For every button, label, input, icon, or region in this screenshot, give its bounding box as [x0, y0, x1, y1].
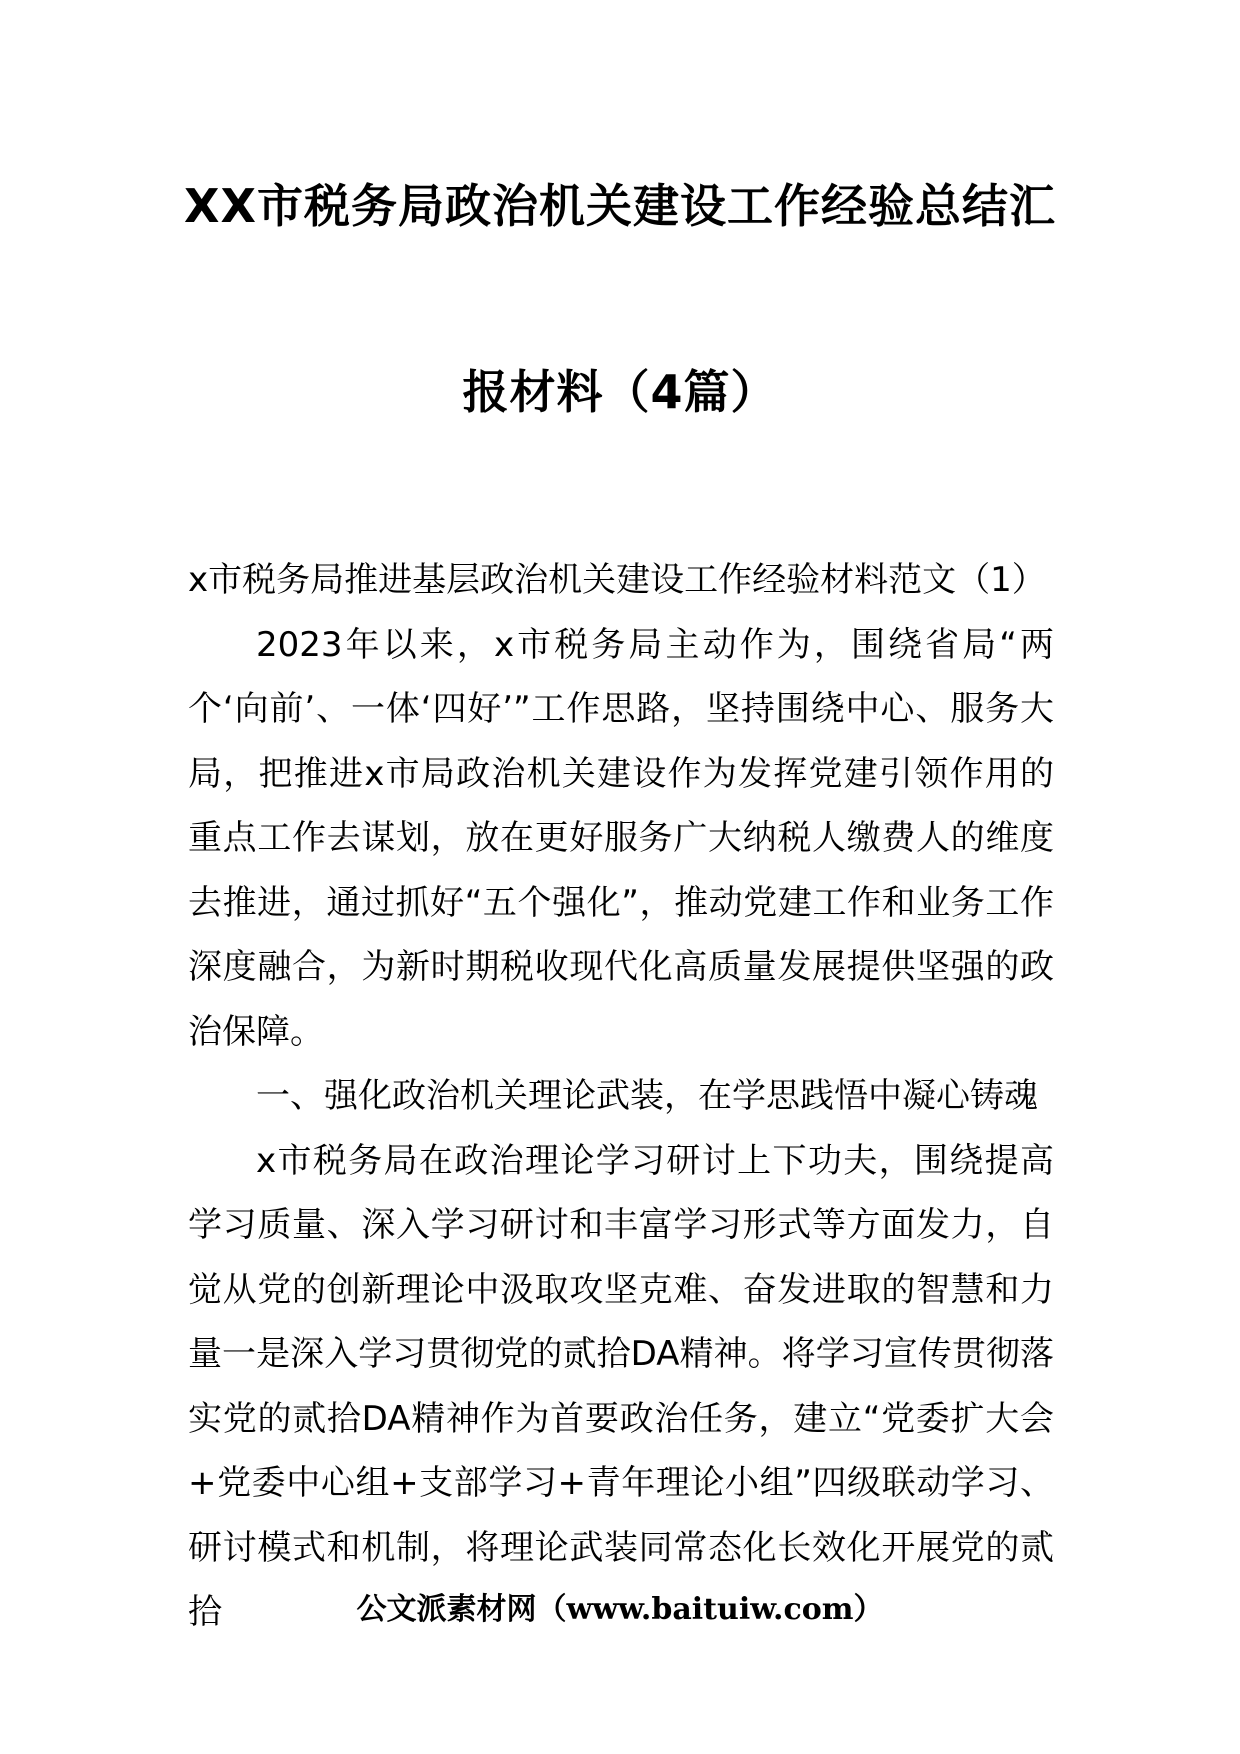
- document-body: [188, 548, 1054, 1645]
- paragraph-section-1: x市税务局在政治理论学习研讨上下功夫，围绕提高学习质量、深入学习研讨和丰富学习形式等方面发力，自觉从党的创新理论中汲取攻坚克难、奋发进取的智慧和力量一是深入学习贯彻党的贰拾DA精神。将学习宣传贯彻落实党的贰拾DA精神作为首要政治任务，建立“党委扩大会+党委中心组+支部学习+青年理论小组”四级联动学习、研讨模式和机制，将理论武装同常态化长效化开展党的贰拾: [188, 1140, 1054, 1632]
- document-title-line-2: 报材料（4篇）: [462, 365, 778, 419]
- paragraph-intro: 2023年以来，x市税务局主动作为，围绕省局“两个‘向前’、一体‘四好’”工作思路，坚持围绕中心、服务大局，把推进x市局政治机关建设作为发挥党建引领作用的重点工作去谋划，放在更好服务广大纳税人缴费人的维度去推进，通过抓好“五个强化”，推动党建工作和业务工作深度融合，为新时期税收现代化高质量发展提供坚强的政治保障。: [188, 624, 1054, 1052]
- document-title-line-1: XX市税务局政治机关建设工作经验总结汇: [184, 179, 1056, 233]
- section-heading-1: 一、强化政治机关理论武装，在学思践悟中凝心铸魂: [256, 1076, 1038, 1116]
- section-subtitle: x市税务局推进基层政治机关建设工作经验材料范文（1）: [188, 560, 1046, 600]
- footer-watermark: 公文派素材网（www.baituiw.com）: [356, 1592, 884, 1627]
